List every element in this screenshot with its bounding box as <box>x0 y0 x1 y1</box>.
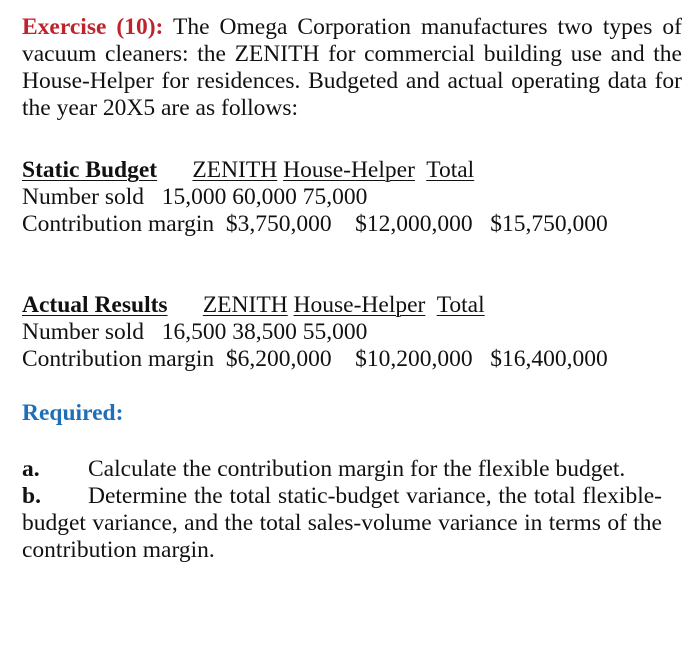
static-cm-house-helper: $12,000,000 <box>355 211 473 237</box>
required-item-b-label: b. <box>22 483 41 509</box>
actual-results-title: Actual Results <box>22 292 168 318</box>
static-budget-section <box>22 157 608 238</box>
actual-cm-zenith: $6,200,000 <box>225 346 332 372</box>
static-cm-label: Contribution margin <box>22 211 215 237</box>
required-item-b <box>22 483 662 564</box>
static-number-sold-row <box>22 184 608 211</box>
actual-cm-label: Contribution margin <box>22 346 215 372</box>
required-item-a-text: Calculate the contribution margin for the flexible budget. <box>88 456 626 482</box>
actual-results-section <box>22 292 608 373</box>
required-item-a-label: a. <box>22 456 40 482</box>
static-cm-total: $15,750,000 <box>490 211 608 237</box>
static-number-sold-values: 15,000 60,000 75,000 <box>161 184 368 210</box>
static-cm-zenith: $3,750,000 <box>225 211 332 237</box>
actual-col-house-helper: House-Helper <box>293 292 426 318</box>
static-col-total: Total <box>426 157 475 183</box>
exercise-document <box>22 14 683 563</box>
required-item-b-text: Determine the total static-budget variance, the total flexible-budget variance, and the total sales-volume variance in terms of the contribution margin. <box>22 483 662 563</box>
static-budget-title: Static Budget <box>22 157 158 183</box>
static-number-sold-label: Number sold <box>22 184 145 210</box>
actual-col-total: Total <box>436 292 485 318</box>
static-cm-row <box>22 211 608 238</box>
intro-text: The Omega Corporation manufactures two types of vacuum cleaners: the ZENITH for commercial building use and the House-Helper for residences. Budgeted and actual operating data for the year 20X5 are as follows: <box>22 14 683 121</box>
intro-paragraph <box>22 14 682 122</box>
exercise-heading: Exercise (10): <box>22 14 164 40</box>
actual-number-sold-label: Number sold <box>22 319 145 345</box>
actual-results-header <box>22 292 608 319</box>
static-col-house-helper: House-Helper <box>283 157 415 183</box>
actual-col-zenith: ZENITH <box>202 292 288 318</box>
required-item-a <box>22 456 662 483</box>
actual-cm-row <box>22 346 608 373</box>
static-col-zenith: ZENITH <box>192 157 278 183</box>
actual-cm-total: $16,400,000 <box>490 346 608 372</box>
actual-number-sold-row <box>22 319 608 346</box>
required-heading: Required: <box>22 400 124 426</box>
actual-number-sold-values: 16,500 38,500 55,000 <box>161 319 368 345</box>
actual-cm-house-helper: $10,200,000 <box>355 346 473 372</box>
static-budget-header <box>22 157 608 184</box>
